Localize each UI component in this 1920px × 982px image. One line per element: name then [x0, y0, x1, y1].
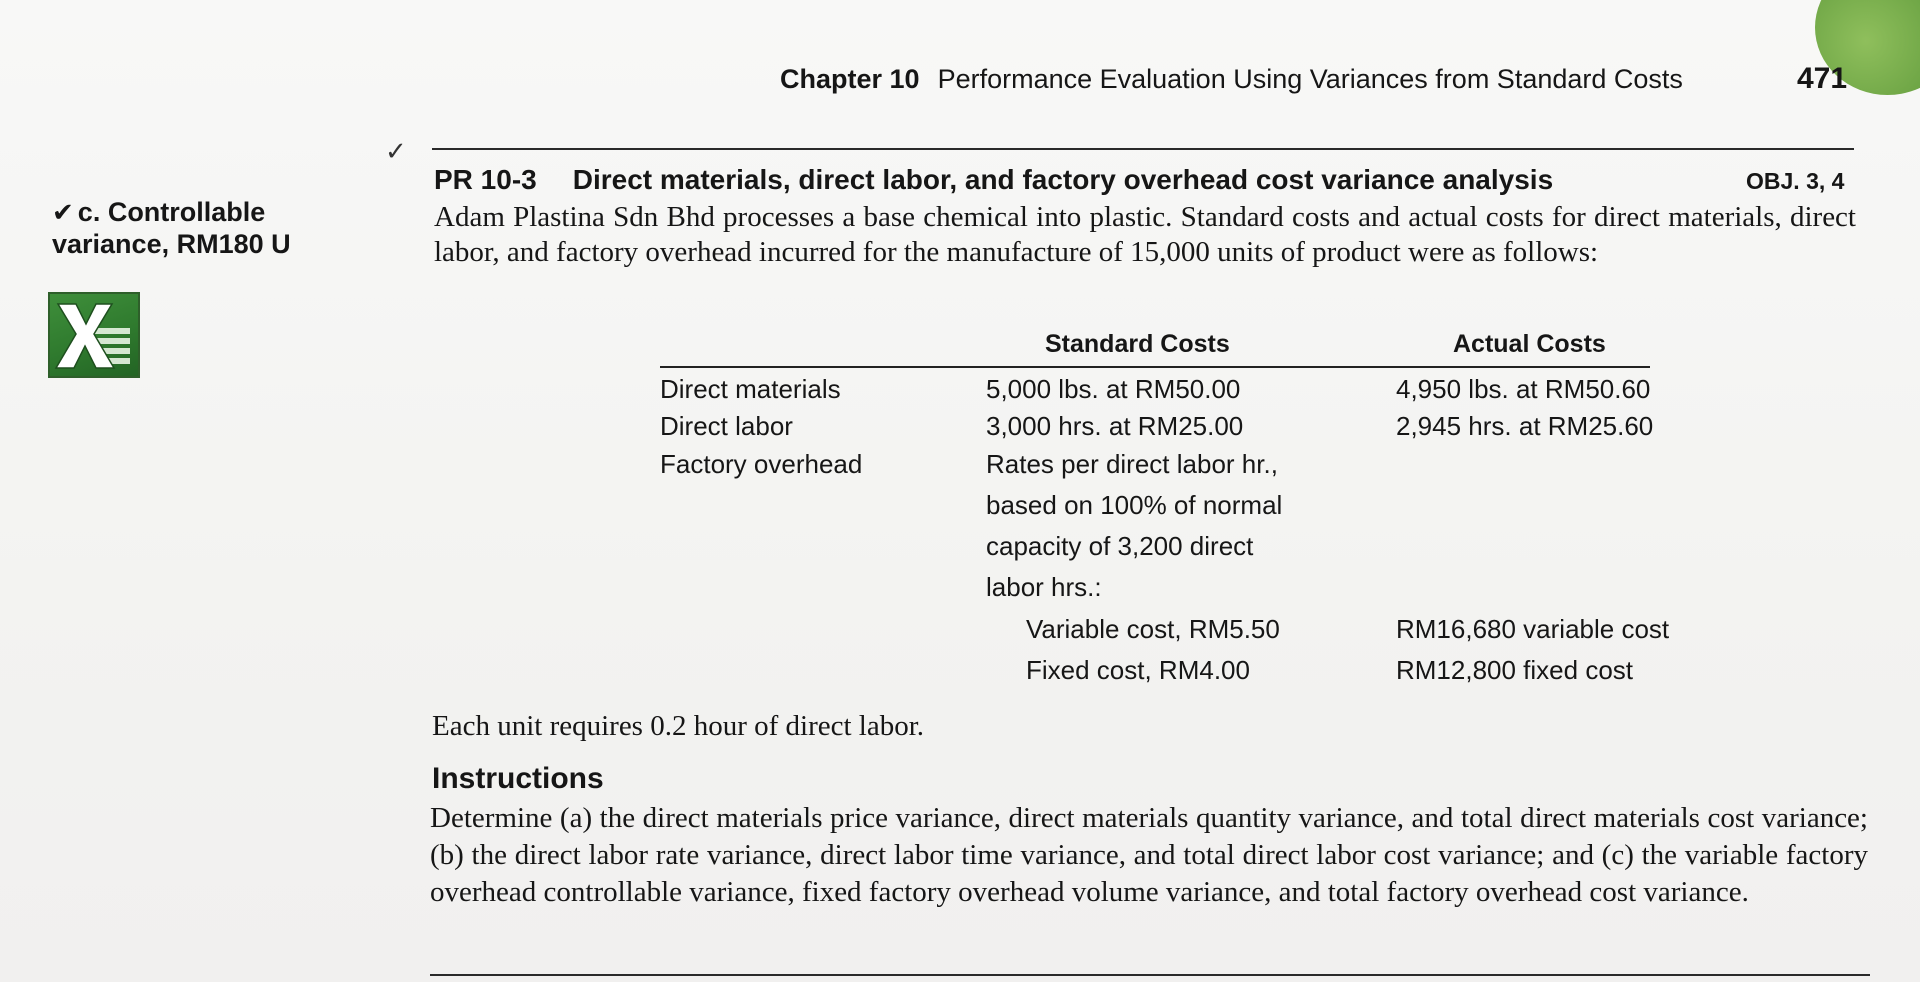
page-number: 471: [1797, 62, 1848, 95]
problem-id: PR 10-3: [434, 164, 537, 195]
overhead-rate-line1: Rates per direct labor hr.,: [986, 449, 1278, 479]
direct-labor-actual: 2,945 hrs. at RM25.60: [1396, 411, 1654, 441]
instructions-heading: Instructions: [432, 762, 604, 795]
direct-materials-actual: 4,950 lbs. at RM50.60: [1396, 374, 1651, 404]
chapter-label: Chapter 10: [780, 64, 920, 94]
fixed-cost-actual: RM12,800 fixed cost: [1396, 655, 1634, 685]
instructions-body: Determine (a) the direct materials price variance, direct materials quantity variance, and total direct materials cost variance; (b) the direct labor rate variance, direct labor time variance, and total direct labor cost variance; and (c) the variable factory overhead controllable variance, fixed factory overhead volume variance, and total factory overhead cost variance.: [430, 802, 1868, 908]
overhead-rate-line3: capacity of 3,200 direct: [986, 531, 1254, 561]
variable-cost-actual: RM16,680 variable cost: [1396, 614, 1670, 644]
row-label-factory-overhead: Factory overhead: [660, 449, 863, 479]
standard-costs-header: Standard Costs: [1045, 330, 1230, 358]
pencil-tick-icon: ✓: [385, 136, 407, 166]
chapter-title: Performance Evaluation Using Variances from Standard Costs: [937, 64, 1683, 94]
problem-heading: [434, 164, 1553, 196]
overhead-rate-line2: based on 100% of normal: [986, 490, 1283, 520]
row-label-direct-materials: Direct materials: [660, 374, 841, 404]
excel-spreadsheet-icon: [48, 292, 140, 378]
margin-note-line2: variance, RM180 U: [52, 229, 291, 259]
problem-title: Direct materials, direct labor, and factory overhead cost variance analysis: [572, 164, 1554, 195]
check-icon: ✔: [52, 197, 74, 227]
margin-note-line1: c. Controllable: [77, 197, 266, 227]
fixed-cost-standard: Fixed cost, RM4.00: [1026, 655, 1250, 685]
running-head: [780, 64, 1683, 95]
header-rule: [432, 148, 1854, 150]
table-header-rule: [660, 366, 1650, 368]
row-label-direct-labor: Direct labor: [660, 411, 793, 441]
labor-requirement-note: Each unit requires 0.2 hour of direct labor.: [432, 710, 925, 742]
footer-rule: [430, 974, 1870, 976]
direct-materials-standard: 5,000 lbs. at RM50.00: [986, 374, 1241, 404]
margin-answer-note: [52, 196, 291, 260]
direct-labor-standard: 3,000 hrs. at RM25.00: [986, 411, 1244, 441]
variable-cost-standard: Variable cost, RM5.50: [1026, 614, 1280, 644]
problem-intro: Adam Plastina Sdn Bhd processes a base chemical into plastic. Standard costs and actual costs for direct materials, direct labor, and factory overhead incurred for the manufacture of 15,000 units of product were as follows:: [434, 201, 1856, 268]
overhead-rate-line4: labor hrs.:: [986, 572, 1102, 602]
learning-objectives: OBJ. 3, 4: [1746, 168, 1845, 194]
actual-costs-header: Actual Costs: [1453, 330, 1606, 358]
